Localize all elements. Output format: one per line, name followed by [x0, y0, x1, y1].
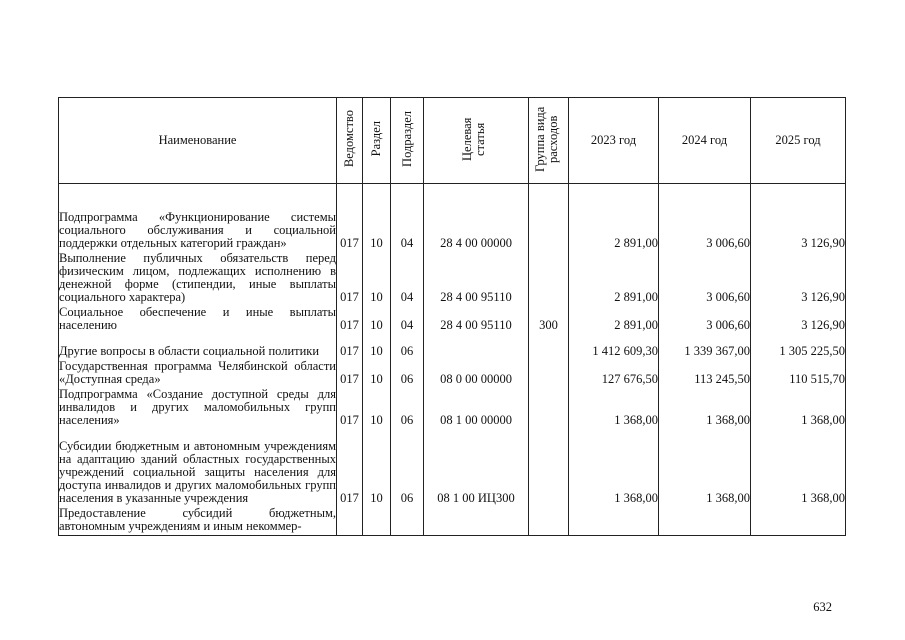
- cell-expense-group: [529, 507, 569, 536]
- cell-expense-group: 300: [529, 306, 569, 334]
- cell-amount-2025: 1 305 225,50: [751, 334, 846, 360]
- cell-amount-2023: 1 368,00: [569, 429, 659, 507]
- cell-target-article: [424, 507, 529, 536]
- header-year-2025: [751, 98, 846, 184]
- cell-section: 10: [363, 360, 391, 388]
- header-name-label: Наименование: [158, 133, 237, 147]
- header-year-2024: [659, 98, 751, 184]
- cell-amount-2025: 110 515,70: [751, 360, 846, 388]
- cell-name: Подпрограмма «Функционирование системы социального обслуживания и социальной поддержки отдельных категорий граждан»: [59, 184, 337, 252]
- cell-section: 10: [363, 334, 391, 360]
- cell-name: Подпрограмма «Создание доступной среды для инвалидов и других маломобильных групп населения»: [59, 386, 336, 427]
- cell-amount-2023: 1 368,00: [569, 388, 659, 429]
- cell-department: 017: [337, 306, 363, 334]
- header-year-2024-label: 2024 год: [681, 133, 728, 147]
- cell-amount-2024: 1 368,00: [659, 388, 751, 429]
- cell-section: 10: [363, 252, 391, 306]
- table-row: [59, 388, 846, 429]
- cell-amount-2023: [569, 507, 659, 536]
- cell-section: 10: [363, 388, 391, 429]
- cell-target-article: 28 4 00 00000: [424, 184, 529, 252]
- cell-section: [363, 507, 391, 536]
- cell-name: Другие вопросы в области социальной политики: [59, 334, 337, 360]
- header-section: [363, 98, 391, 184]
- header-subsection: [391, 98, 424, 184]
- table-row: [59, 507, 846, 536]
- cell-amount-2025: 3 126,90: [751, 184, 846, 252]
- cell-expense-group: [529, 334, 569, 360]
- cell-expense-group: [529, 184, 569, 252]
- cell-subsection: [391, 507, 424, 536]
- header-name: [59, 98, 337, 184]
- cell-amount-2024: 1 339 367,00: [659, 334, 751, 360]
- cell-department: 017: [337, 388, 363, 429]
- cell-amount-2024: [659, 507, 751, 536]
- cell-section: 10: [363, 306, 391, 334]
- cell-amount-2024: 3 006,60: [659, 252, 751, 306]
- cell-amount-2024: 3 006,60: [659, 306, 751, 334]
- cell-target-article: 08 1 00 ИЦ300: [424, 429, 529, 507]
- header-year-2023-label: 2023 год: [590, 133, 637, 147]
- cell-expense-group: [529, 388, 569, 429]
- cell-expense-group: [529, 252, 569, 306]
- cell-expense-group: [529, 360, 569, 388]
- page-number: 632: [813, 600, 832, 614]
- cell-expense-group: [529, 429, 569, 507]
- table-row: [59, 334, 846, 360]
- cell-name: Государственная программа Челябинской области «Доступная среда»: [59, 358, 336, 386]
- cell-department: 017: [337, 184, 363, 252]
- table-row: [59, 252, 846, 306]
- cell-name: Субсидии бюджетным и автономным учреждениям на адаптацию зданий областных государственных учреждений социальной защиты населения для доступа инвалидов и других маломобильных групп населения в указанные учреждения: [59, 429, 337, 507]
- budget-table: [58, 97, 846, 536]
- cell-section: 10: [363, 184, 391, 252]
- cell-target-article: 08 1 00 00000: [424, 388, 529, 429]
- cell-department: [337, 507, 363, 536]
- cell-amount-2024: 113 245,50: [659, 360, 751, 388]
- cell-department: 017: [337, 334, 363, 360]
- cell-subsection: 06: [391, 388, 424, 429]
- header-department: [337, 98, 363, 184]
- header-target-article-label: Целевая статья: [460, 116, 487, 161]
- cell-target-article: 28 4 00 95110: [424, 252, 529, 306]
- header-expense-group-label: Группа вида расходов: [532, 105, 560, 172]
- cell-department: 017: [337, 429, 363, 507]
- cell-amount-2023: 2 891,00: [569, 306, 659, 334]
- cell-target-article: 28 4 00 95110: [424, 306, 529, 334]
- cell-name: Предоставление субсидий бюджетным, автономным учреждениям и иным некоммер-: [59, 507, 337, 536]
- cell-amount-2025: 1 368,00: [751, 429, 846, 507]
- cell-subsection: 04: [391, 252, 424, 306]
- cell-department: 017: [337, 360, 363, 388]
- cell-subsection: 06: [391, 334, 424, 360]
- header-year-2023: [569, 98, 659, 184]
- cell-section: 10: [363, 429, 391, 507]
- cell-subsection: 04: [391, 306, 424, 334]
- cell-subsection: 06: [391, 360, 424, 388]
- header-subsection-label: Подраздел: [399, 110, 414, 167]
- table-header-row: [59, 98, 846, 184]
- cell-amount-2023: 2 891,00: [569, 184, 659, 252]
- cell-amount-2023: 1 412 609,30: [569, 334, 659, 360]
- cell-amount-2025: 3 126,90: [751, 306, 846, 334]
- table-row: [59, 306, 846, 334]
- cell-amount-2023: 2 891,00: [569, 252, 659, 306]
- header-target-article: [424, 98, 529, 184]
- cell-amount-2025: 3 126,90: [751, 252, 846, 306]
- cell-subsection: 06: [391, 429, 424, 507]
- cell-amount-2025: [751, 507, 846, 536]
- cell-department: 017: [337, 252, 363, 306]
- cell-amount-2023: 127 676,50: [569, 360, 659, 388]
- header-department-label: Ведомство: [342, 109, 356, 168]
- cell-target-article: 08 0 00 00000: [424, 360, 529, 388]
- header-year-2025-label: 2025 год: [775, 133, 821, 147]
- cell-amount-2024: 3 006,60: [659, 184, 751, 252]
- header-expense-group: [529, 98, 569, 184]
- table-row: [59, 184, 846, 252]
- cell-amount-2025: 1 368,00: [751, 388, 846, 429]
- header-section-label: Раздел: [369, 120, 383, 157]
- table-row: [59, 360, 846, 388]
- cell-subsection: 04: [391, 184, 424, 252]
- cell-name: Выполнение публичных обязательств перед физическим лицом, подлежащих исполнению в денежной форме (стипендии, иные выплаты социального характера): [59, 250, 336, 304]
- cell-target-article: [424, 334, 529, 360]
- cell-name: Социальное обеспечение и иные выплаты населению: [59, 304, 336, 332]
- cell-amount-2024: 1 368,00: [659, 429, 751, 507]
- table-row: [59, 429, 846, 507]
